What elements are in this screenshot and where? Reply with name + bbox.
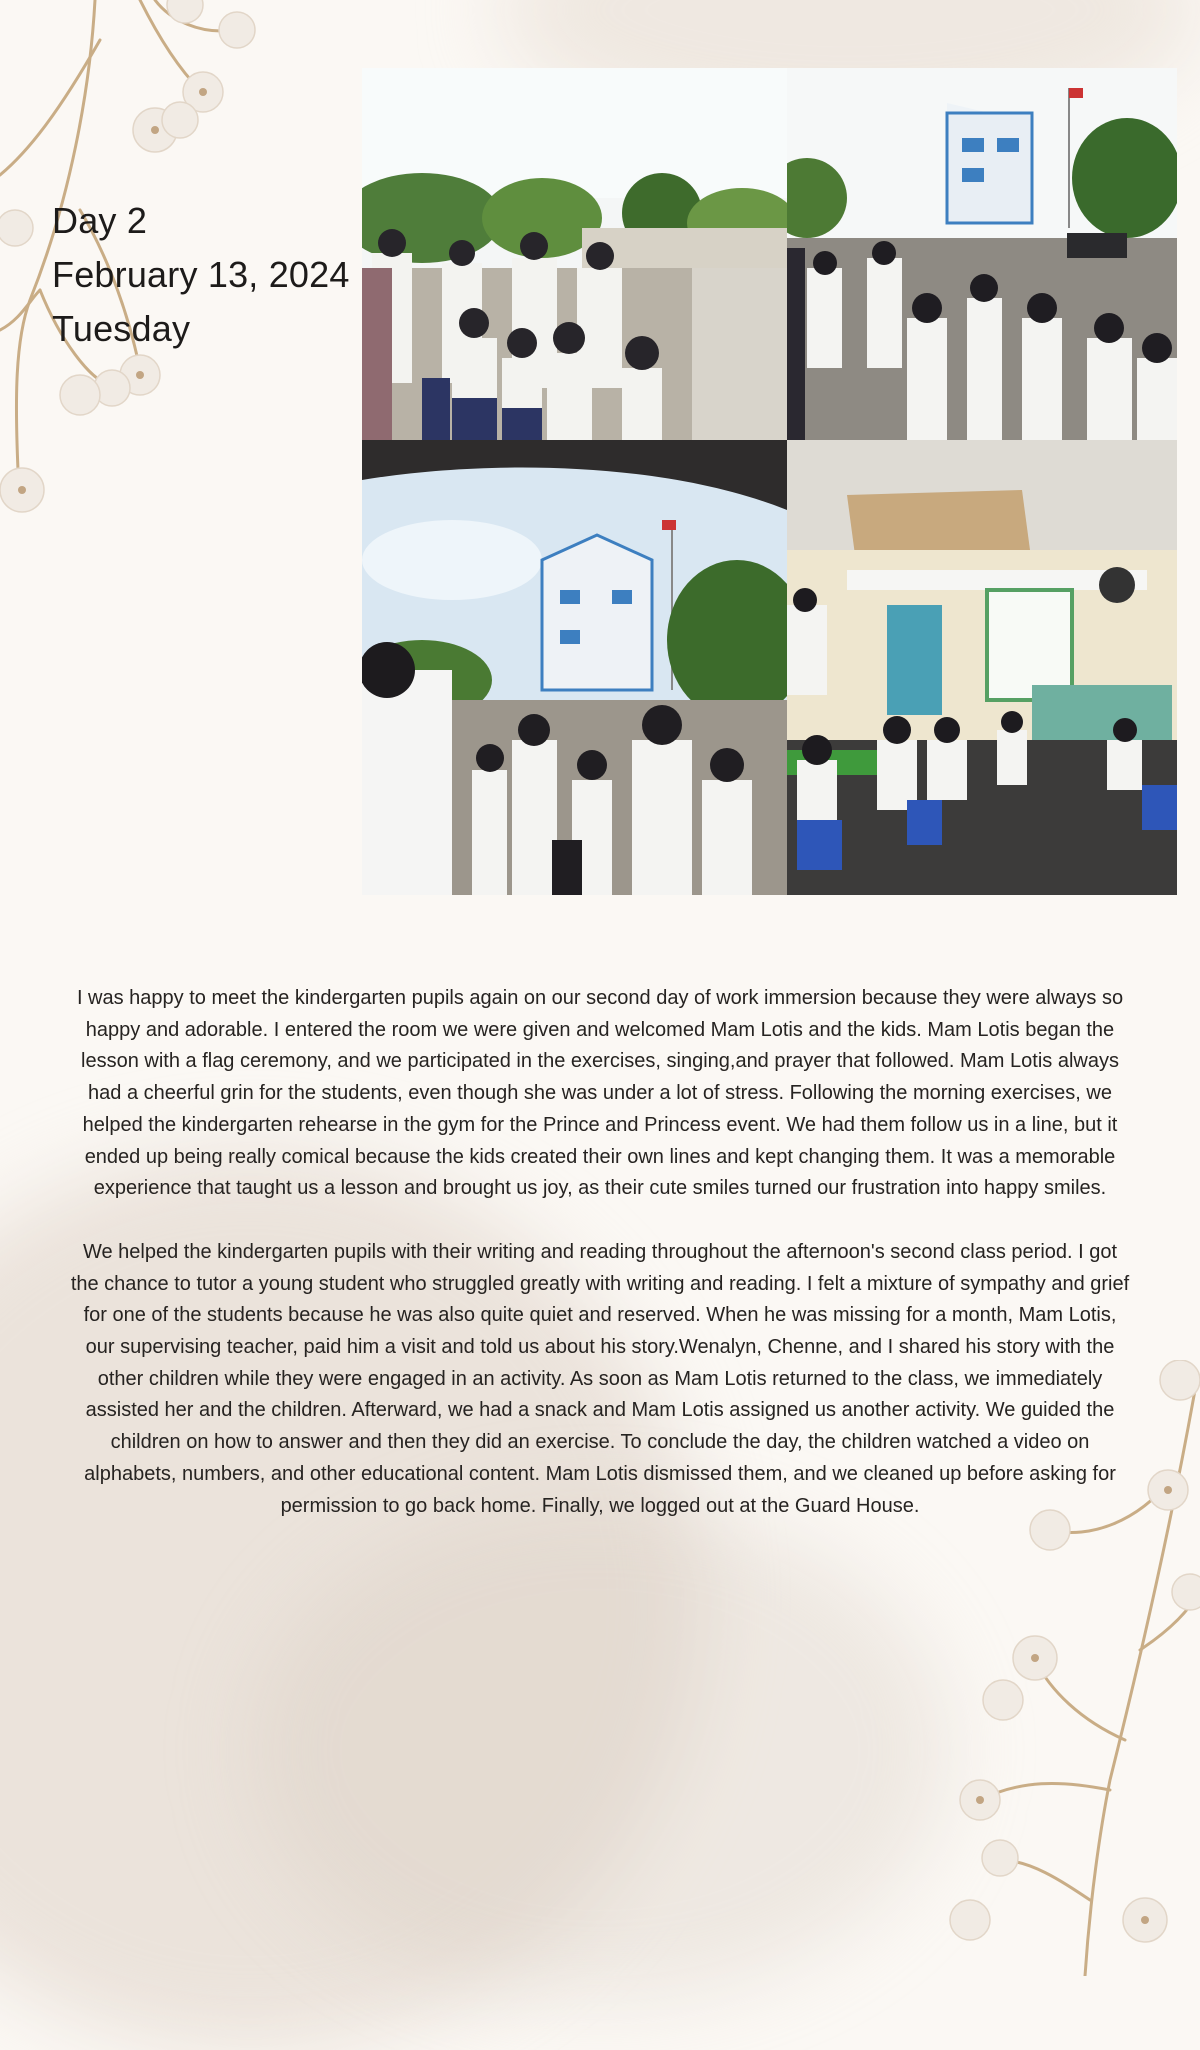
pupils-lined-up-outdoors-photo (362, 68, 787, 440)
pupils-in-front-of-school-building-photo (787, 68, 1177, 440)
background-wash (250, 1500, 950, 2000)
work-immersion-students-with-pupils-photo (362, 440, 787, 895)
journal-paragraph: We helped the kindergarten pupils with their writing and reading throughout the afternoon's second class period. I got the chance to tutor a young student who struggled greatly with writing and reading. I felt a mixture of sympathy and grief for one of the students because he was also quite quiet and reserved. When he was missing for a month, Mam Lotis, our supervising teacher, paid him a visit and told us about his story.Wenalyn, Chenne, and I shared his story with the other children while they were engaged in an activity. As soon as Mam Lotis returned to the class, we immediately assisted her and the children. Afterward, we had a snack and Mam Lotis assigned us another activity. We guided the children on how to answer and then they did an exercise. To conclude the day, the children watched a video on alphabets, numbers, and other educational content. Mam Lotis dismissed them, and we cleaned up before asking for permission to go back home. Finally, we logged out at the Guard House. (70, 1240, 1130, 1517)
entry-date-heading (52, 194, 350, 356)
kindergarten-classroom-photo (787, 440, 1177, 895)
photo-collage (362, 68, 1177, 895)
journal-entry-body (70, 983, 1130, 1522)
entry-date: February 13, 2024 (52, 254, 350, 295)
weekday: Tuesday (52, 308, 191, 349)
day-number: Day 2 (52, 200, 148, 241)
journal-paragraph: I was happy to meet the kindergarten pupils again on our second day of work immersion because they were always so happy and adorable. I entered the room we were given and welcomed Mam Lotis and the kids. Mam Lotis began the lesson with a flag ceremony, and we participated in the exercises, singing,and prayer that followed. Mam Lotis always had a cheerful grin for the students, even though she was under a lot of stress. Following the morning exercises, we helped the kindergarten rehearse in the gym for the Prince and Princess event. We had them follow us in a line, but it ended up being really comical because the kids created their own lines and kept changing them. It was a memorable experience that taught us a lesson and brought us joy, as their cute smiles turned our frustration into happy smiles. (76, 987, 1124, 1200)
